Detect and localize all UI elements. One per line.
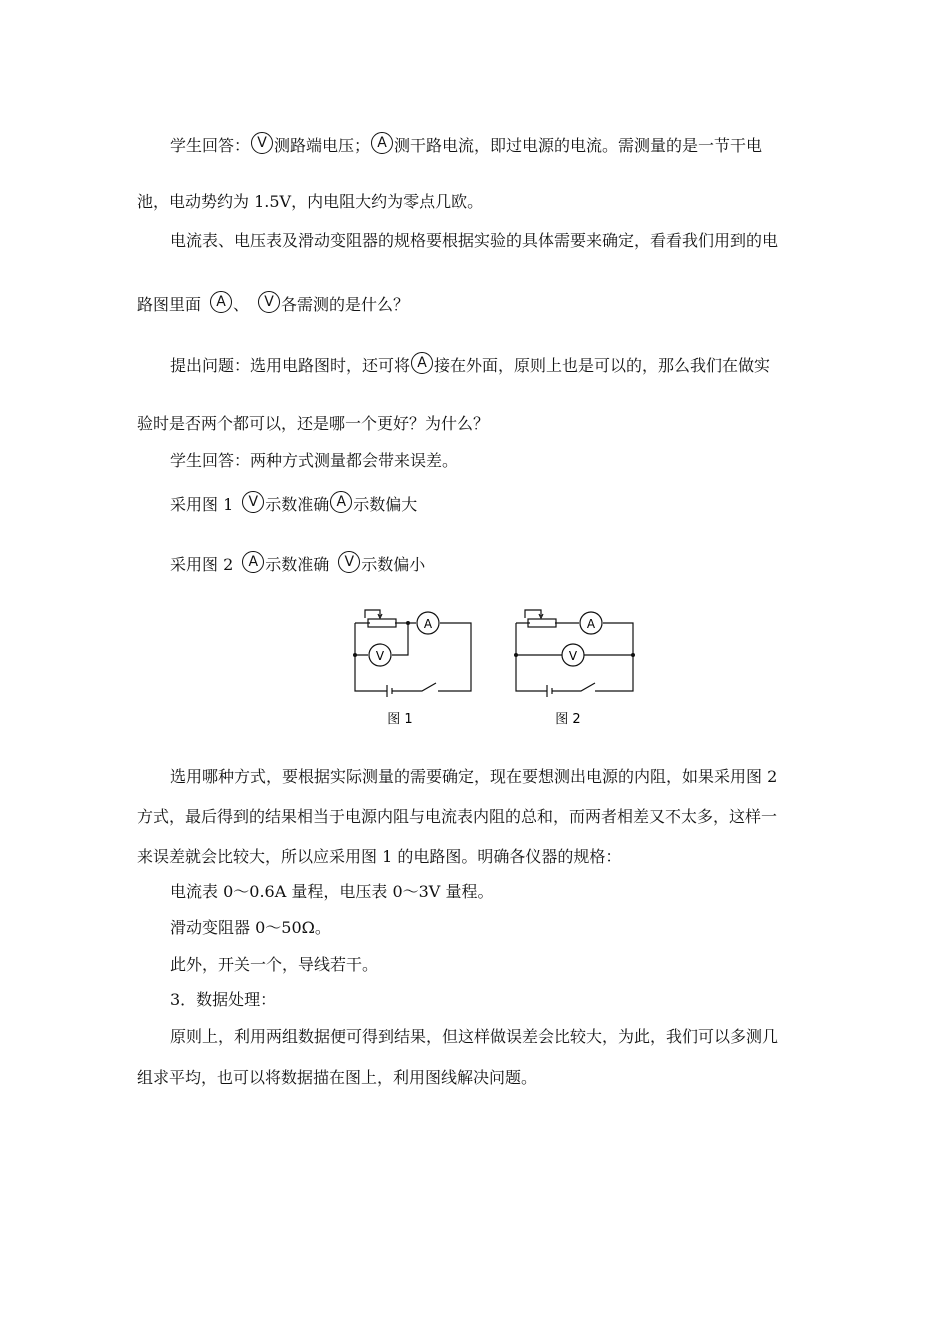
paragraph-line: 学生回答：两种方式测量都会带来误差。 <box>170 451 459 470</box>
voltmeter-label: V <box>568 649 578 663</box>
voltmeter-symbol: V <box>258 291 280 313</box>
paragraph-line: 方式，最后得到的结果相当于电源内阻与电流表内阻的总和，而两者相差又不太多，这样一 <box>137 807 778 826</box>
voltmeter-label: V <box>375 649 385 663</box>
text: 路图里面 <box>137 295 202 314</box>
text: 各需测的是什么？ <box>281 295 410 314</box>
paragraph-line: 验时是否两个都可以，还是哪一个更好？为什么？ <box>137 414 490 433</box>
ammeter-symbol: A <box>411 352 433 374</box>
paragraph-line: 来误差就会比较大，所以应采用图 1 的电路图。明确各仪器的规格： <box>137 847 622 866</box>
text: 测路端电压； <box>274 136 371 155</box>
rheostat-symbol <box>368 619 396 627</box>
ammeter-label: A <box>586 617 596 631</box>
circuit-diagram-2 <box>505 605 645 730</box>
text: 示数准确 <box>265 495 330 514</box>
text: 接在外面，原则上也是可以的，那么我们在做实 <box>434 356 771 375</box>
paragraph-line: 电流表 0～0.6A 量程，电压表 0～3V 量程。 <box>170 882 494 901</box>
section-heading: 3．数据处理： <box>170 990 277 1009</box>
paragraph-line: 池，电动势约为 1.5V，内电阻大约为零点几欧。 <box>137 192 484 211</box>
voltmeter-symbol: V <box>242 491 264 513</box>
ammeter-symbol: A <box>330 491 352 513</box>
paragraph-line: 原则上，利用两组数据便可得到结果，但这样做误差会比较大，为此，我们可以多测几 <box>170 1027 779 1046</box>
text: 测干路电流，即过电源的电流。需测量的是一节干电 <box>394 136 763 155</box>
ammeter-label: A <box>423 617 433 631</box>
paragraph-student-answer-1 <box>170 135 762 162</box>
paragraph-line: 此外，开关一个，导线若干。 <box>170 955 379 974</box>
paragraph-line: 电流表、电压表及滑动变阻器的规格要根据实验的具体需要来确定，看看我们用到的电 <box>170 231 779 250</box>
paragraph-line: 选用哪种方式，要根据实际测量的需要确定，现在要想测出电源的内阻，如果采用图 2 <box>170 767 778 786</box>
paragraph-line <box>170 554 425 581</box>
paragraph-line: 组求平均，也可以将数据描在图上，利用图线解决问题。 <box>137 1068 538 1087</box>
text: 、 <box>233 295 250 314</box>
text: 示数偏小 <box>361 555 426 574</box>
voltmeter-symbol: V <box>251 132 273 154</box>
text: 示数偏大 <box>353 495 418 514</box>
voltmeter-symbol: V <box>338 551 360 573</box>
paragraph-line <box>170 494 417 521</box>
rheostat-symbol <box>528 619 556 627</box>
ammeter-symbol: A <box>210 291 232 313</box>
figure-caption: 图 1 <box>387 712 413 727</box>
figure-caption: 图 2 <box>555 712 581 727</box>
circuit-diagram-1 <box>340 605 480 730</box>
paragraph-line <box>137 294 409 321</box>
text: 示数准确 <box>265 555 330 574</box>
paragraph-question <box>170 355 770 382</box>
text: 提出问题：选用电路图时，还可将 <box>170 356 411 375</box>
paragraph-line: 滑动变阻器 0～50Ω。 <box>170 918 331 937</box>
text: 采用图 1 <box>170 495 234 514</box>
text: 学生回答： <box>170 136 251 155</box>
ammeter-symbol: A <box>371 132 393 154</box>
text: 采用图 2 <box>170 555 234 574</box>
ammeter-symbol: A <box>242 551 264 573</box>
